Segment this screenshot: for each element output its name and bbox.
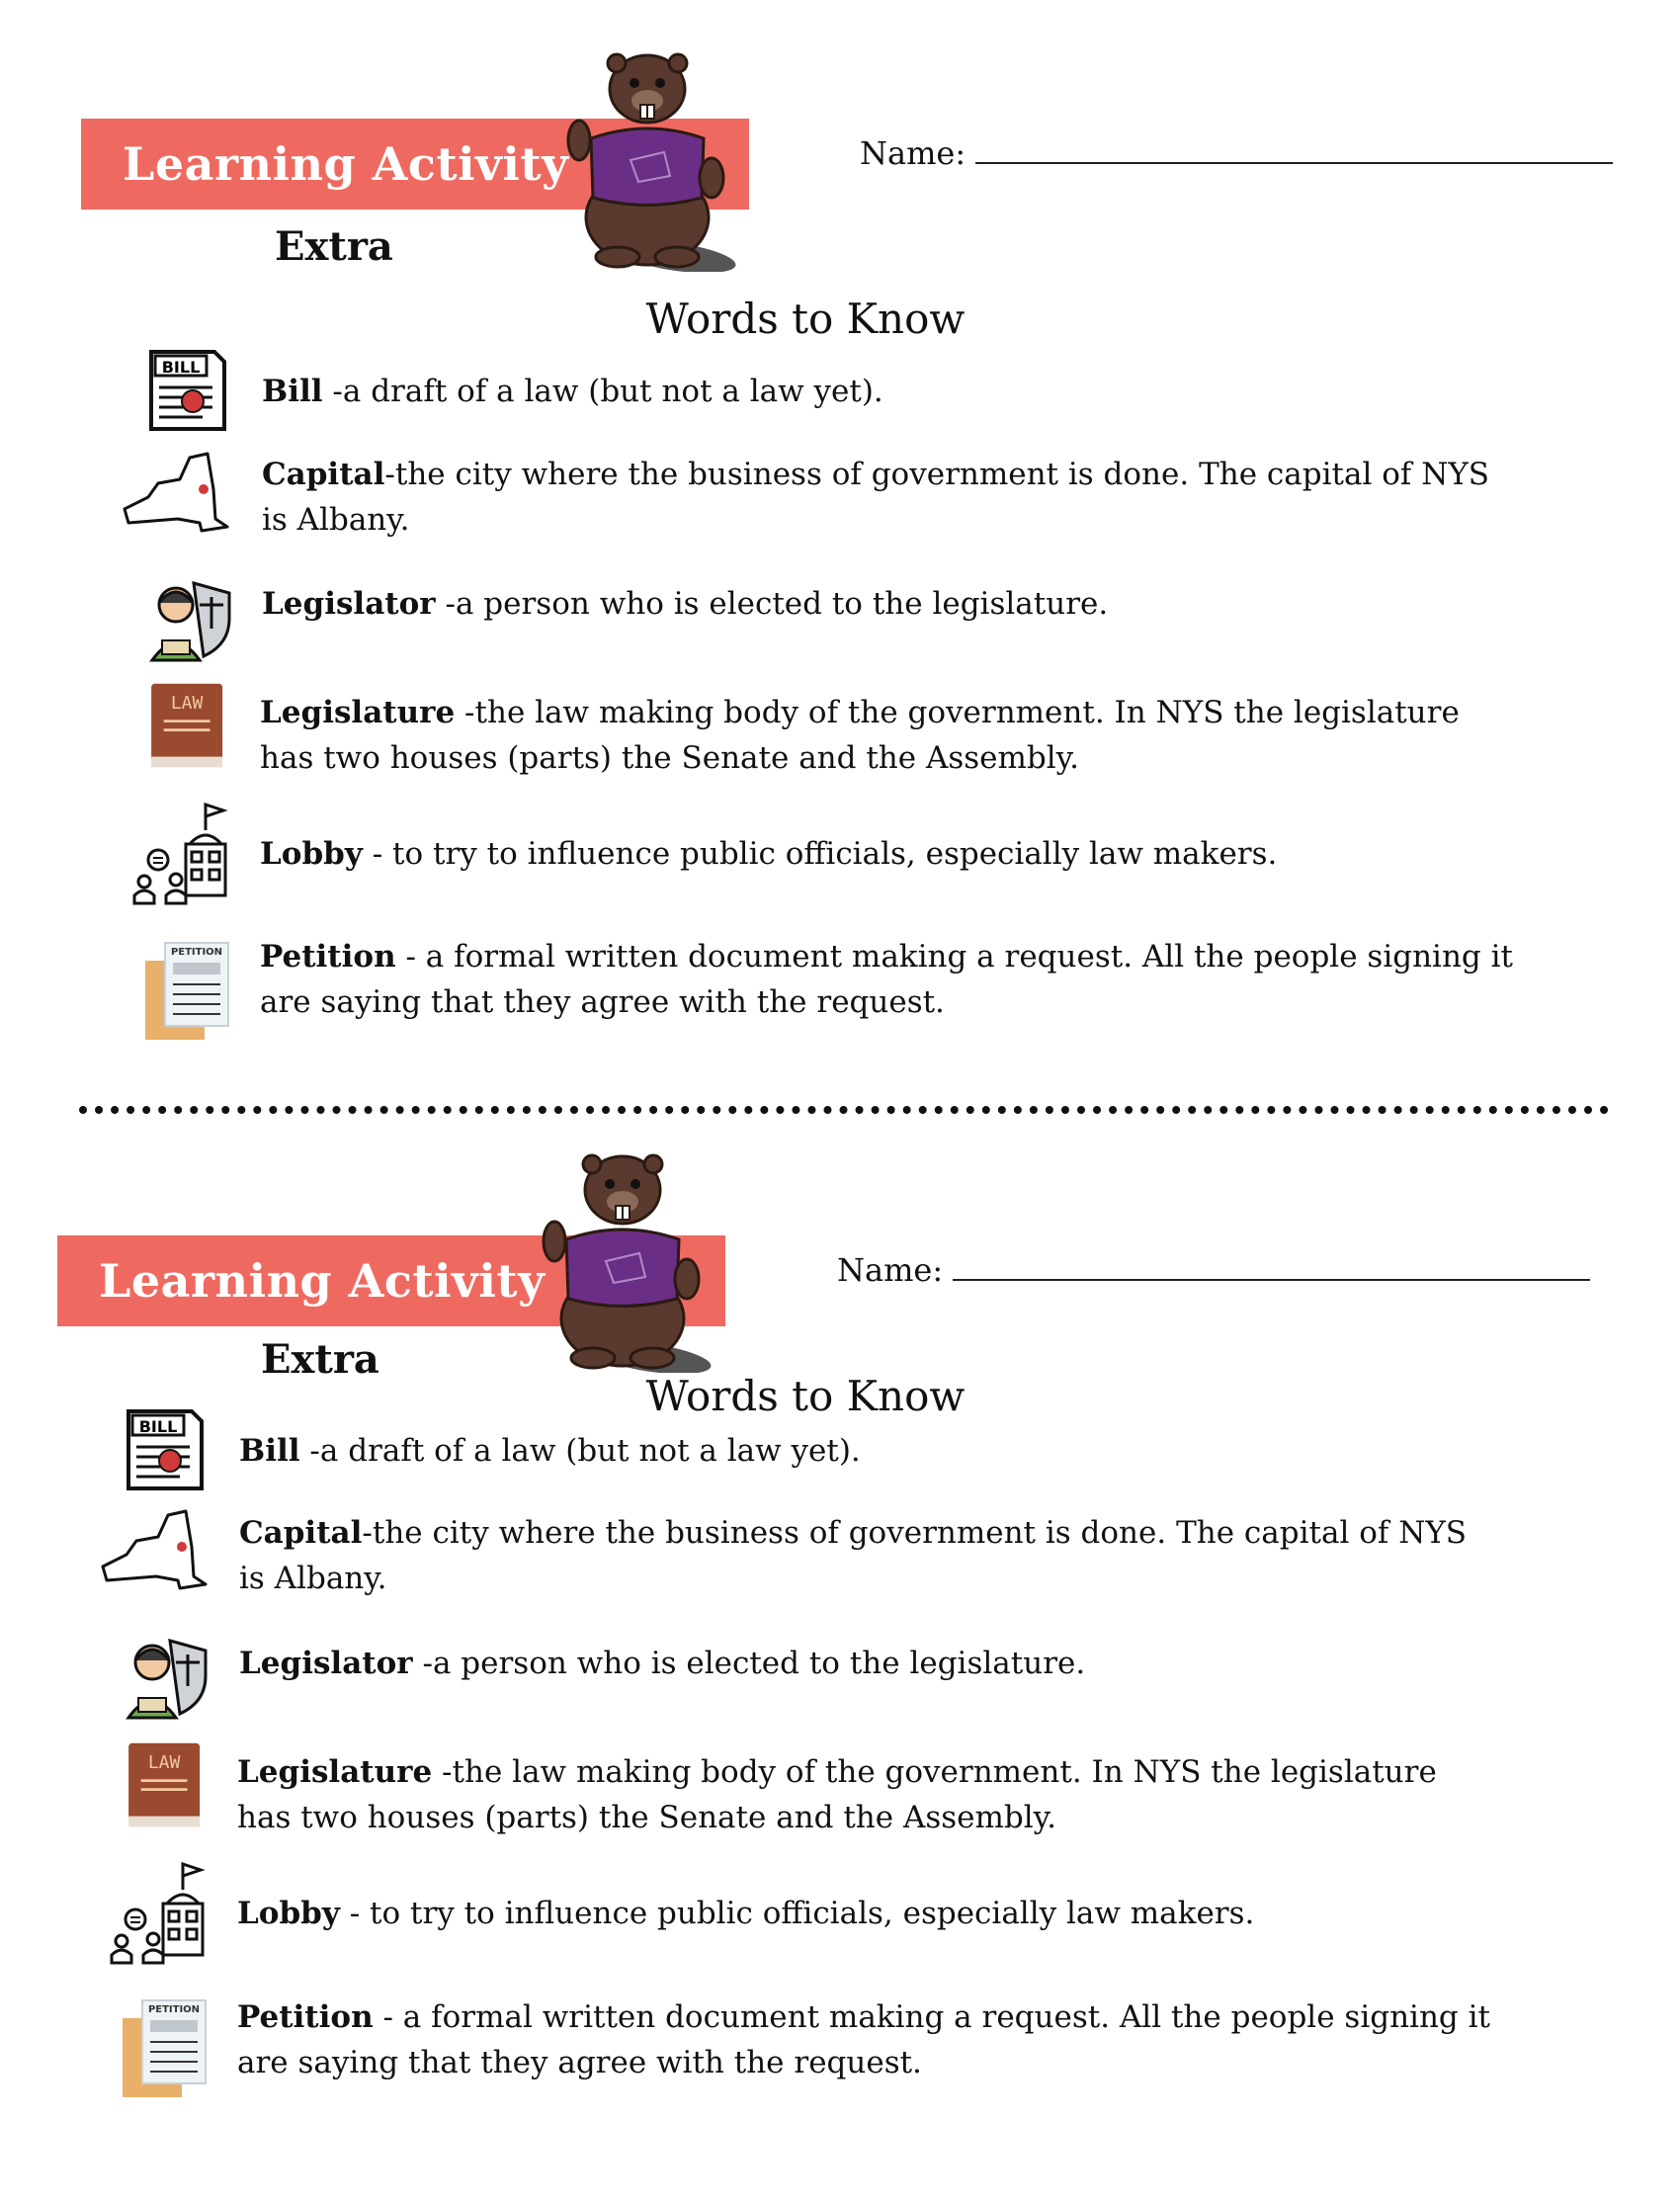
words-to-know-heading: Words to Know: [645, 295, 966, 343]
lobby-icon: [126, 801, 235, 909]
term-legislature: Legislature -the law making body of the government. In NYS the legislature has two houses (parts) the Senate and the Assembly.: [237, 1754, 1437, 1835]
term-bill: Bill -a draft of a law (but not a law yet).: [262, 374, 883, 409]
name-label: Name:: [860, 134, 966, 172]
worksheet-section-top: [0, 0, 1680, 1087]
banner-title: Learning Activity: [99, 1254, 546, 1308]
term-legislator: Legislator -a person who is elected to the legislature.: [239, 1646, 1086, 1681]
law-book-icon: [143, 682, 232, 771]
svg-text:LAW: LAW: [147, 1752, 181, 1773]
term-petition: Petition - a formal written document making a request. All the people signing it are saying that they agree with the request.: [237, 1999, 1490, 2080]
words-to-know-heading: Words to Know: [645, 1372, 966, 1420]
svg-text:LAW: LAW: [170, 693, 204, 714]
name-label: Name:: [837, 1251, 944, 1289]
svg-text:BILL: BILL: [138, 1417, 178, 1436]
term-capital: Capital-the city where the business of government is done. The capital of NYS is Albany.: [262, 457, 1490, 538]
legislator-icon: [146, 575, 235, 664]
term-lobby: Lobby - to try to influence public officials, especially law makers.: [260, 836, 1278, 872]
beaver-mascot-icon: [529, 1150, 726, 1373]
term-capital: Capital-the city where the business of government is done. The capital of NYS is Albany.: [239, 1515, 1468, 1596]
legislator-icon: [123, 1633, 211, 1722]
subtitle-extra: Extra: [275, 223, 393, 270]
law-book-icon: [121, 1741, 210, 1830]
bill-icon: [143, 346, 232, 435]
term-petition: Petition - a formal written document making a request. All the people signing it are saying that they agree with the request.: [260, 939, 1513, 1020]
worksheet-section-bottom: [0, 1117, 1680, 2204]
petition-icon: [121, 1996, 210, 2100]
svg-text:PETITION: PETITION: [147, 2004, 201, 2015]
name-field[interactable]: [837, 1251, 1590, 1289]
petition-icon: [143, 939, 232, 1043]
lobby-icon: [104, 1860, 212, 1969]
banner-title: Learning Activity: [123, 137, 569, 191]
term-lobby: Lobby - to try to influence public officials, especially law makers.: [237, 1896, 1255, 1931]
beaver-mascot-icon: [553, 49, 751, 272]
name-blank-line[interactable]: [975, 158, 1613, 164]
term-bill: Bill -a draft of a law (but not a law yet).: [239, 1433, 861, 1469]
svg-text:PETITION: PETITION: [170, 947, 223, 958]
name-field[interactable]: [860, 134, 1613, 172]
nys-map-icon: [97, 1507, 215, 1596]
name-blank-line[interactable]: [953, 1275, 1590, 1281]
subtitle-extra: Extra: [261, 1336, 379, 1383]
term-legislature: Legislature -the law making body of the government. In NYS the legislature has two houses (parts) the Senate and the Assembly.: [260, 695, 1460, 776]
nys-map-icon: [119, 450, 237, 539]
bill-icon: [121, 1405, 210, 1494]
svg-text:BILL: BILL: [161, 358, 201, 377]
dotted-cut-line: [79, 1106, 1609, 1114]
term-legislator: Legislator -a person who is elected to the legislature.: [262, 586, 1109, 622]
